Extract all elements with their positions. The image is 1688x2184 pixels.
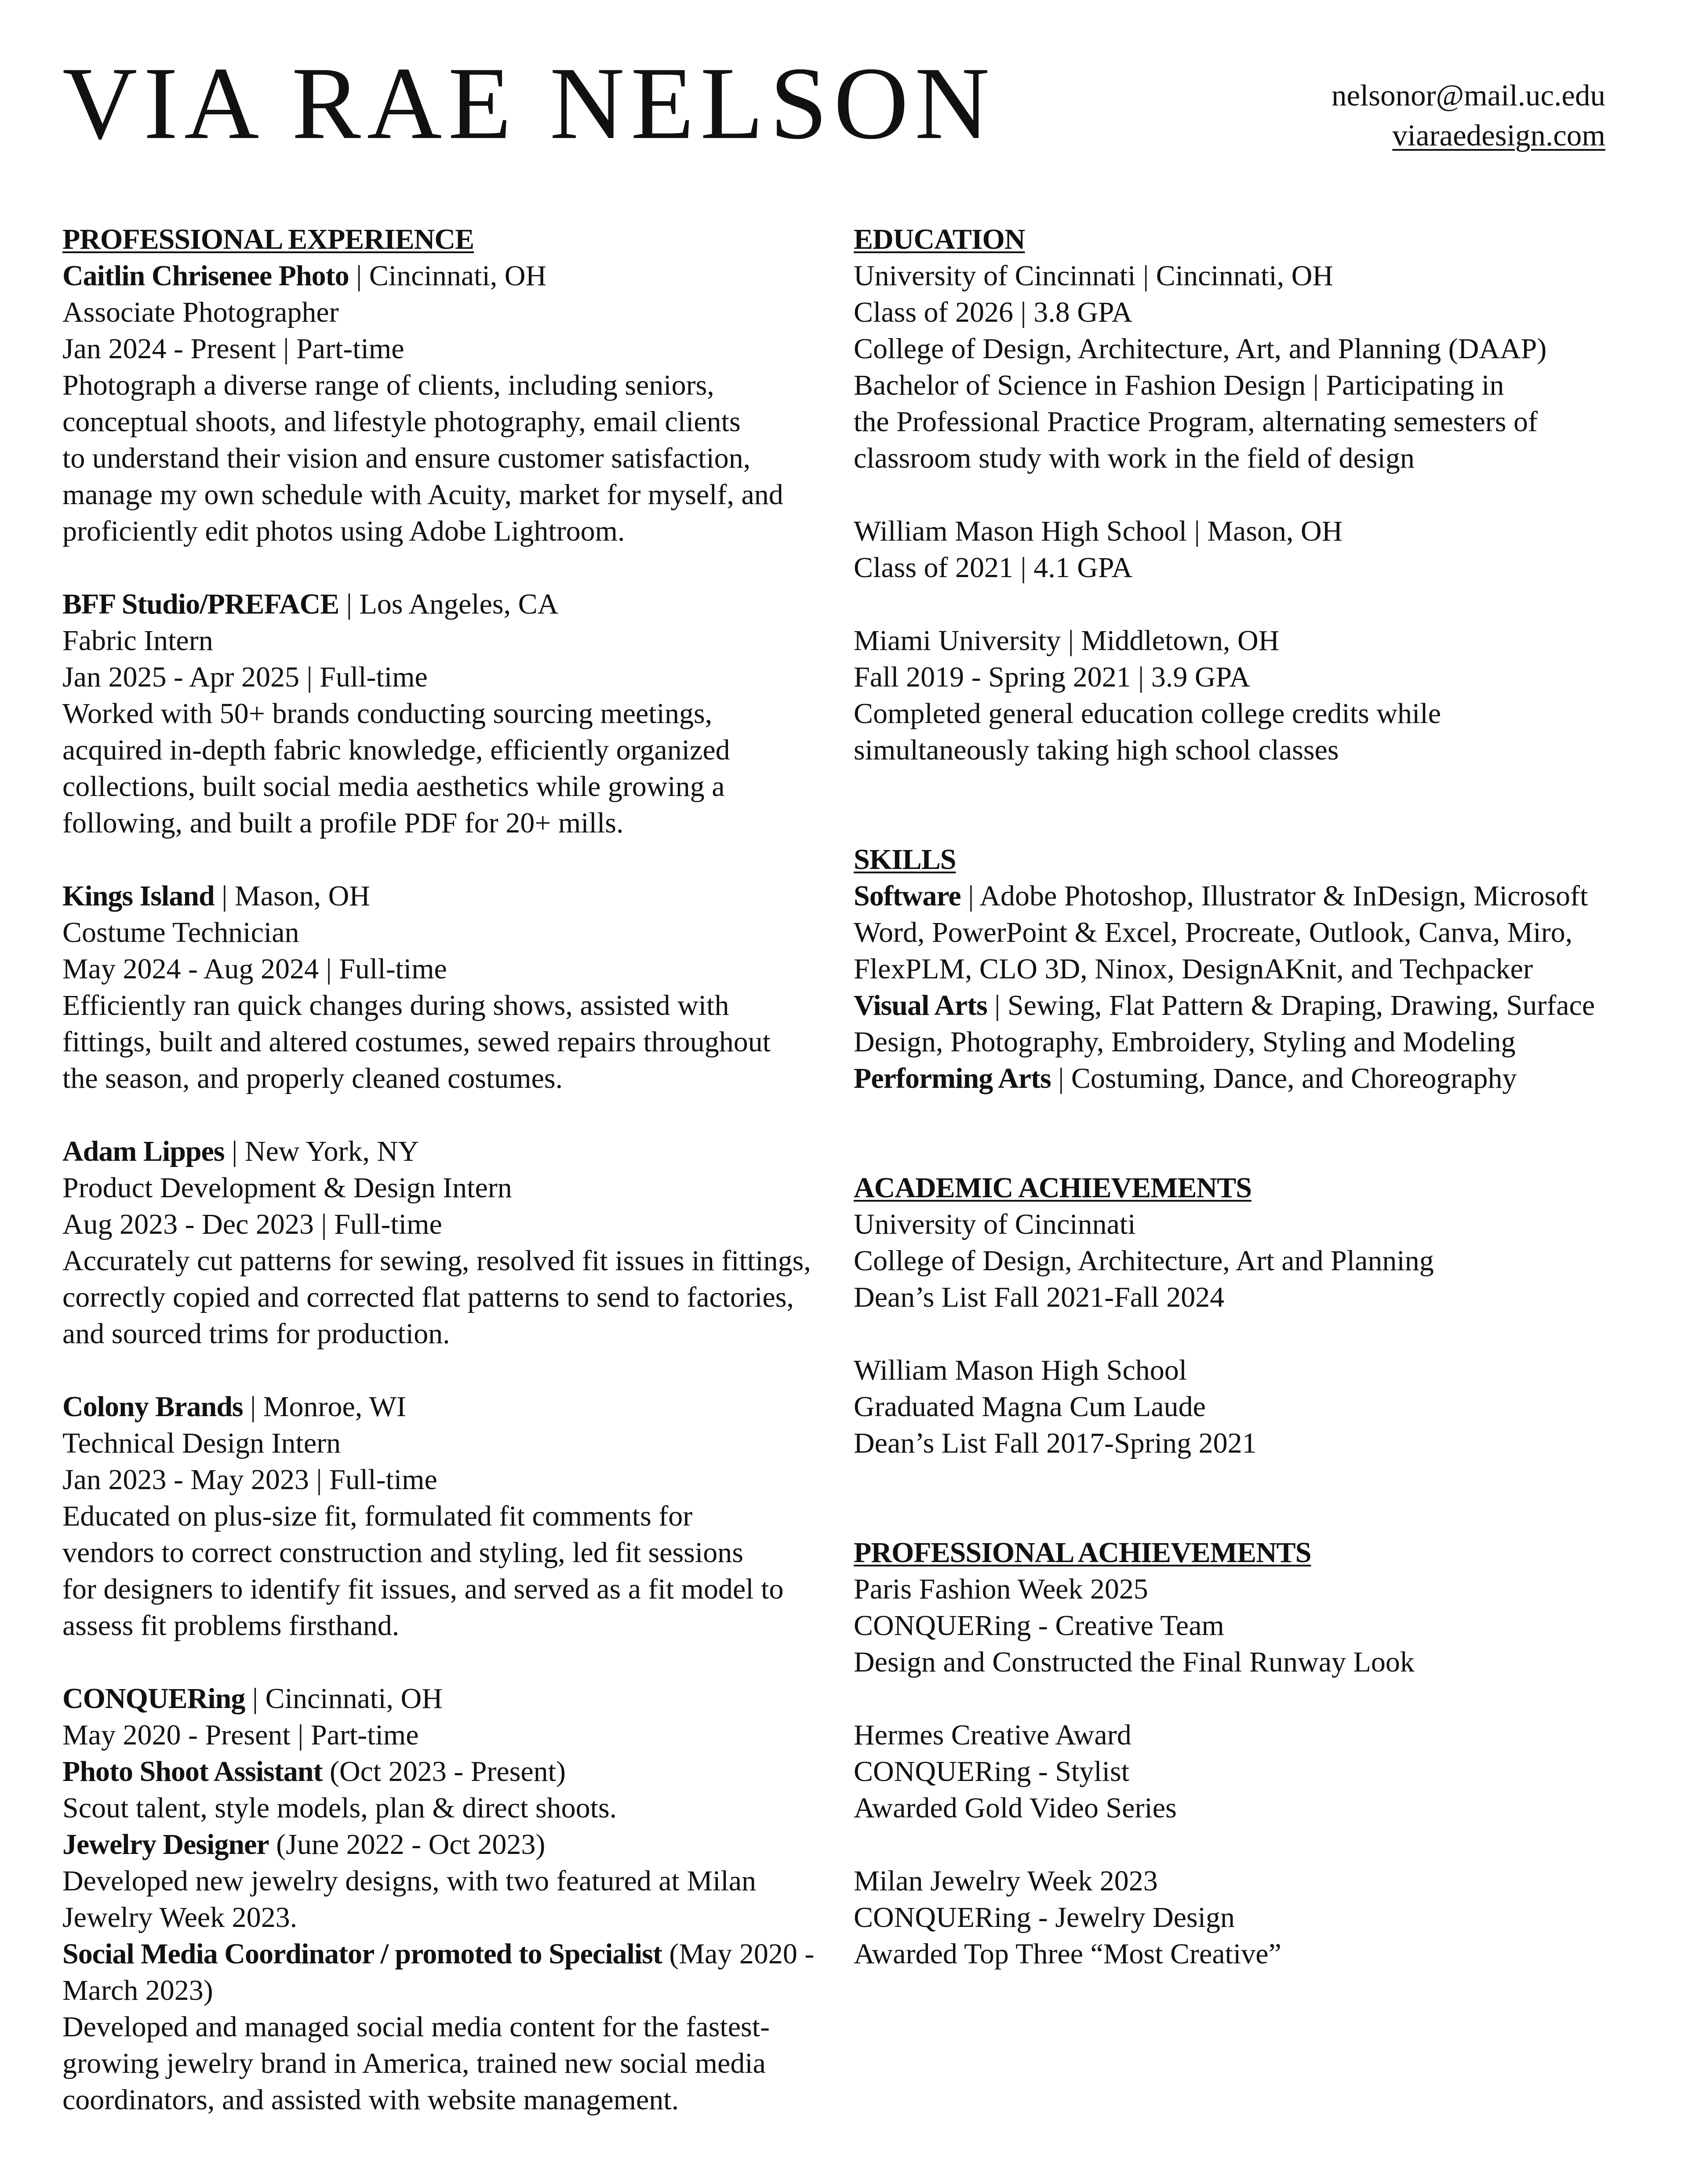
job-desc-line: Efficiently ran quick changes during shows, assisted with — [62, 989, 729, 1021]
job-company: Kings Island — [62, 880, 215, 912]
section-title-education: EDUCATION — [854, 223, 1025, 255]
achievement-line: Milan Jewelry Week 2023 — [854, 1865, 1158, 1897]
job-role: Fabric Intern — [62, 625, 213, 657]
job-dates: Jan 2025 - Apr 2025 | Full-time — [62, 661, 428, 693]
job-desc-line: proficiently edit photos using Adobe Lightroom. — [62, 515, 625, 547]
job-dates: May 2024 - Aug 2024 | Full-time — [62, 953, 447, 985]
job-entry — [62, 586, 836, 841]
job-company: Caitlin Chrisenee Photo — [62, 260, 349, 292]
education-line: College of Design, Architecture, Art, and Planning (DAAP) — [854, 333, 1547, 365]
achievement-line: Awarded Top Three “Most Creative” — [854, 1938, 1281, 1970]
education-entry — [854, 513, 1627, 586]
achievement-line: Design and Constructed the Final Runway Look — [854, 1646, 1415, 1678]
job-desc-line: fittings, built and altered costumes, sewed repairs throughout — [62, 1026, 771, 1058]
job-entry — [62, 258, 836, 549]
education-line: Class of 2021 | 4.1 GPA — [854, 552, 1133, 584]
job-desc-line: Jewelry Week 2023. — [62, 1901, 298, 1933]
job-location: | Mason, OH — [214, 880, 370, 912]
job-desc-line: coordinators, and assisted with website management. — [62, 2084, 679, 2116]
achievement-group — [854, 1717, 1627, 1826]
job-desc-line: following, and built a profile PDF for 20+ mills. — [62, 807, 624, 839]
job-desc-line: correctly copied and corrected flat patterns to send to factories, — [62, 1281, 794, 1313]
job-desc-line: for designers to identify fit issues, and served as a fit model to — [62, 1573, 784, 1605]
education-line: Fall 2019 - Spring 2021 | 3.9 GPA — [854, 661, 1250, 693]
job-company: Colony Brands — [62, 1391, 243, 1423]
job-dates: Jan 2023 - May 2023 | Full-time — [62, 1464, 437, 1496]
job-entry — [62, 1388, 836, 1644]
education-line: Bachelor of Science in Fashion Design | Participating in — [854, 369, 1504, 401]
education-line: classroom study with work in the field of design — [854, 442, 1415, 474]
skill-label-software: Software — [854, 880, 961, 912]
skill-list-visual: | Sewing, Flat Pattern & Draping, Drawing, Surface — [987, 989, 1595, 1021]
skill-list-performing: | Costuming, Dance, and Choreography — [1051, 1062, 1517, 1094]
job-role: Associate Photographer — [62, 296, 339, 328]
job-company: BFF Studio/PREFACE — [62, 588, 339, 620]
job-location: | Cincinnati, OH — [245, 1683, 443, 1715]
job-company: CONQUERing — [62, 1683, 245, 1715]
job-desc-line: collections, built social media aesthetics while growing a — [62, 770, 725, 803]
sub-role-period-cont: March 2023) — [62, 1974, 213, 2006]
job-desc-line: the season, and properly cleaned costumes. — [62, 1062, 563, 1094]
website-link[interactable]: viaraedesign.com — [1392, 119, 1605, 152]
education-line: William Mason High School | Mason, OH — [854, 515, 1343, 547]
achievement-line: Dean’s List Fall 2021-Fall 2024 — [854, 1281, 1225, 1313]
achievement-group — [854, 1571, 1627, 1680]
job-desc-line: Worked with 50+ brands conducting sourcing meetings, — [62, 698, 713, 730]
job-desc-line: conceptual shoots, and lifestyle photography, email clients — [62, 406, 741, 438]
achievement-group — [854, 1863, 1627, 1972]
education-entry — [854, 622, 1627, 768]
achievement-group — [854, 1352, 1627, 1461]
email-address: nelsonor@mail.uc.edu — [1331, 79, 1605, 112]
section-title-professional: PROFESSIONAL ACHIEVEMENTS — [854, 1537, 1311, 1569]
achievement-line: Dean’s List Fall 2017-Spring 2021 — [854, 1427, 1257, 1459]
job-location: | Los Angeles, CA — [339, 588, 559, 620]
job-desc-line: and sourced trims for production. — [62, 1318, 450, 1350]
job-desc-line: Developed and managed social media content for the fastest- — [62, 2011, 770, 2043]
job-entry — [62, 878, 836, 1097]
skill-list-line: FlexPLM, CLO 3D, Ninox, DesignAKnit, and Techpacker — [854, 953, 1533, 985]
job-dates: Jan 2024 - Present | Part-time — [62, 333, 404, 365]
job-desc-line: assess fit problems firsthand. — [62, 1610, 400, 1642]
section-title-academic: ACADEMIC ACHIEVEMENTS — [854, 1172, 1251, 1204]
achievement-line: CONQUERing - Stylist — [854, 1755, 1130, 1788]
applicant-name: VIA RAE NELSON — [62, 46, 996, 161]
education-entry — [854, 258, 1627, 476]
job-desc-line: Accurately cut patterns for sewing, resolved fit issues in fittings, — [62, 1245, 811, 1277]
achievement-line: CONQUERing - Creative Team — [854, 1610, 1224, 1642]
job-desc-line: Scout talent, style models, plan & direct shoots. — [62, 1792, 617, 1824]
job-desc-line: Developed new jewelry designs, with two featured at Milan — [62, 1865, 757, 1897]
sub-role-period: (May 2020 - — [662, 1938, 815, 1970]
job-role: Costume Technician — [62, 916, 299, 948]
education-line: University of Cincinnati | Cincinnati, OH — [854, 260, 1334, 292]
achievement-line: Hermes Creative Award — [854, 1719, 1131, 1751]
job-role: Technical Design Intern — [62, 1427, 341, 1459]
job-desc-line: vendors to correct construction and styling, led fit sessions — [62, 1537, 743, 1569]
left-column — [62, 221, 836, 2118]
job-entry-conquering — [62, 1680, 836, 2118]
job-role: Product Development & Design Intern — [62, 1172, 512, 1204]
job-company: Adam Lippes — [62, 1135, 225, 1167]
achievement-group — [854, 1206, 1627, 1315]
job-dates: May 2020 - Present | Part-time — [62, 1719, 419, 1751]
skills-block — [854, 878, 1627, 1097]
achievement-line: Paris Fashion Week 2025 — [854, 1573, 1148, 1605]
job-desc-line: manage my own schedule with Acuity, market for myself, and — [62, 479, 783, 511]
sub-role-period: (June 2022 - Oct 2023) — [269, 1828, 546, 1861]
skill-list-software: | Adobe Photoshop, Illustrator & InDesign, Microsoft — [960, 880, 1588, 912]
education-line: Miami University | Middletown, OH — [854, 625, 1280, 657]
job-entry — [62, 1133, 836, 1352]
education-line: the Professional Practice Program, alternating semesters of — [854, 406, 1538, 438]
job-location: | Monroe, WI — [243, 1391, 406, 1423]
job-desc-line: Photograph a diverse range of clients, including seniors, — [62, 369, 714, 401]
sub-role-period: (Oct 2023 - Present) — [322, 1755, 566, 1788]
achievement-line: Graduated Magna Cum Laude — [854, 1391, 1206, 1423]
education-line: Completed general education college credits while — [854, 698, 1441, 730]
job-desc-line: growing jewelry brand in America, trained new social media — [62, 2047, 766, 2079]
achievement-line: CONQUERing - Jewelry Design — [854, 1901, 1235, 1933]
achievement-line: University of Cincinnati — [854, 1208, 1136, 1240]
section-title-experience: PROFESSIONAL EXPERIENCE — [62, 223, 474, 255]
sub-role-title: Social Media Coordinator / promoted to Specialist — [62, 1938, 662, 1970]
skill-label-visual: Visual Arts — [854, 989, 987, 1021]
job-location: | Cincinnati, OH — [349, 260, 547, 292]
job-desc-line: Educated on plus-size fit, formulated fit comments for — [62, 1500, 693, 1532]
sub-role-title: Jewelry Designer — [62, 1828, 269, 1861]
right-column — [854, 221, 1627, 1972]
education-line: Class of 2026 | 3.8 GPA — [854, 296, 1133, 328]
job-desc-line: acquired in-depth fabric knowledge, efficiently organized — [62, 734, 730, 766]
skill-label-performing: Performing Arts — [854, 1062, 1051, 1094]
sub-role-title: Photo Shoot Assistant — [62, 1755, 323, 1788]
section-title-skills: SKILLS — [854, 843, 956, 876]
achievement-line: Awarded Gold Video Series — [854, 1792, 1177, 1824]
skill-list-line: Design, Photography, Embroidery, Styling and Modeling — [854, 1026, 1516, 1058]
job-location: | New York, NY — [224, 1135, 419, 1167]
skill-list-line: Word, PowerPoint & Excel, Procreate, Outlook, Canva, Miro, — [854, 916, 1573, 948]
achievement-line: College of Design, Architecture, Art and Planning — [854, 1245, 1434, 1277]
job-dates: Aug 2023 - Dec 2023 | Full-time — [62, 1208, 442, 1240]
achievement-line: William Mason High School — [854, 1354, 1187, 1386]
contact-block — [1331, 76, 1605, 156]
job-desc-line: to understand their vision and ensure customer satisfaction, — [62, 442, 751, 474]
education-line: simultaneously taking high school classes — [854, 734, 1339, 766]
